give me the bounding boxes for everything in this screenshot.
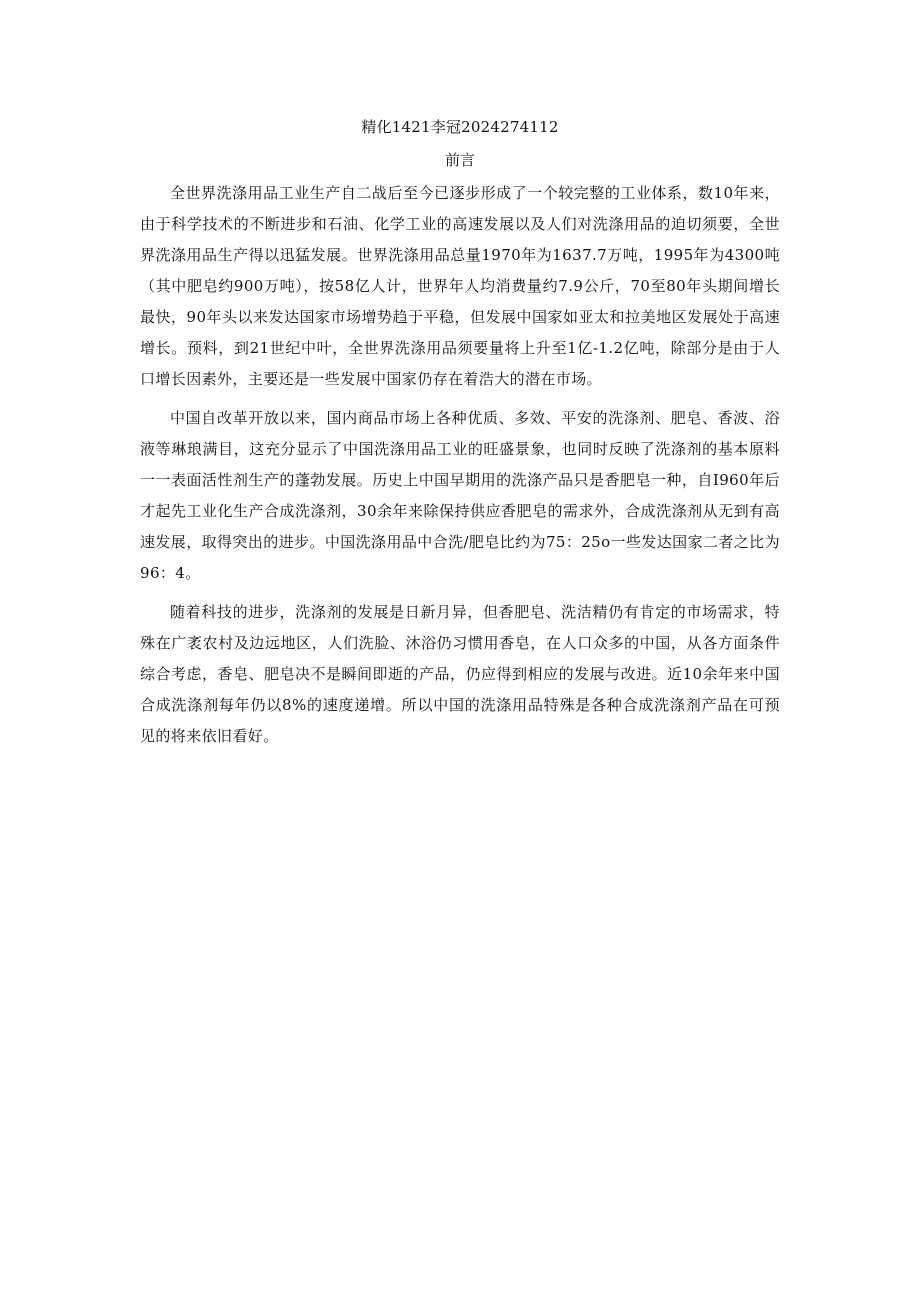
section-heading-preface: 前言	[444, 151, 475, 169]
paragraph-outlook: 随着科技的进步，洗涤剂的发展是日新月异，但香肥皂、洗洁精仍有肯定的市场需求，特殊在广袤农村及边远地区，人们洗脸、沐浴仍习惯用香皂，在人口众多的中国，从各方面条件综合考虑，香皂、肥皂决不是瞬间即逝的产品，仍应得到相应的发展与改进。近10余年来中国合成洗涤剂每年仍以8%的速度递增。所以中国的洗涤用品特殊是各种合成洗涤剂产品在可预见的将来依旧看好。	[140, 603, 780, 745]
document-body	[140, 112, 780, 752]
paragraph-china-industry: 中国自改革开放以来，国内商品市场上各种优质、多效、平安的洗涤剂、肥皂、香波、浴液等琳琅满目，这充分显示了中国洗涤用品工业的旺盛景象，也同时反映了洗涤剂的基本原料一一表面活性剂生产的蓬勃发展。历史上中国早期用的洗涤产品只是香肥皂一种，自I960年后才起先工业化生产合成洗涤剂，30余年来除保持供应香肥皂的需求外，合成洗涤剂从无到有高速发展，取得突出的进步。中国洗涤用品中合洗/肥皂比约为75：25o一些发达国家二者之比为96：4。	[140, 409, 780, 582]
paragraph-global-industry: 全世界洗涤用品工业生产自二战后至今已逐步形成了一个较完整的工业体系，数10年来，由于科学技术的不断进步和石油、化学工业的高速发展以及人们对洗涤用品的迫切须要，全世界洗涤用品生产得以迅猛发展。世界洗涤用品总量1970年为1637.7万吨，1995年为4300吨（其中肥皂约900万吨），按58亿人计，世界年人均消费量约7.9公斤，70至80年头期间增长最快，90年头以来发达国家市场增势趋于平稳，但发展中国家如亚太和拉美地区发展处于高速增长。预料，到21世纪中叶，全世界洗涤用品须要量将上升至1亿-1.2亿吨，除部分是由于人口增长因素外，主要还是一些发展中国家仍存在着浩大的潜在市场。	[140, 184, 780, 388]
document-title: 精化1421李冠2024274112	[361, 118, 559, 136]
